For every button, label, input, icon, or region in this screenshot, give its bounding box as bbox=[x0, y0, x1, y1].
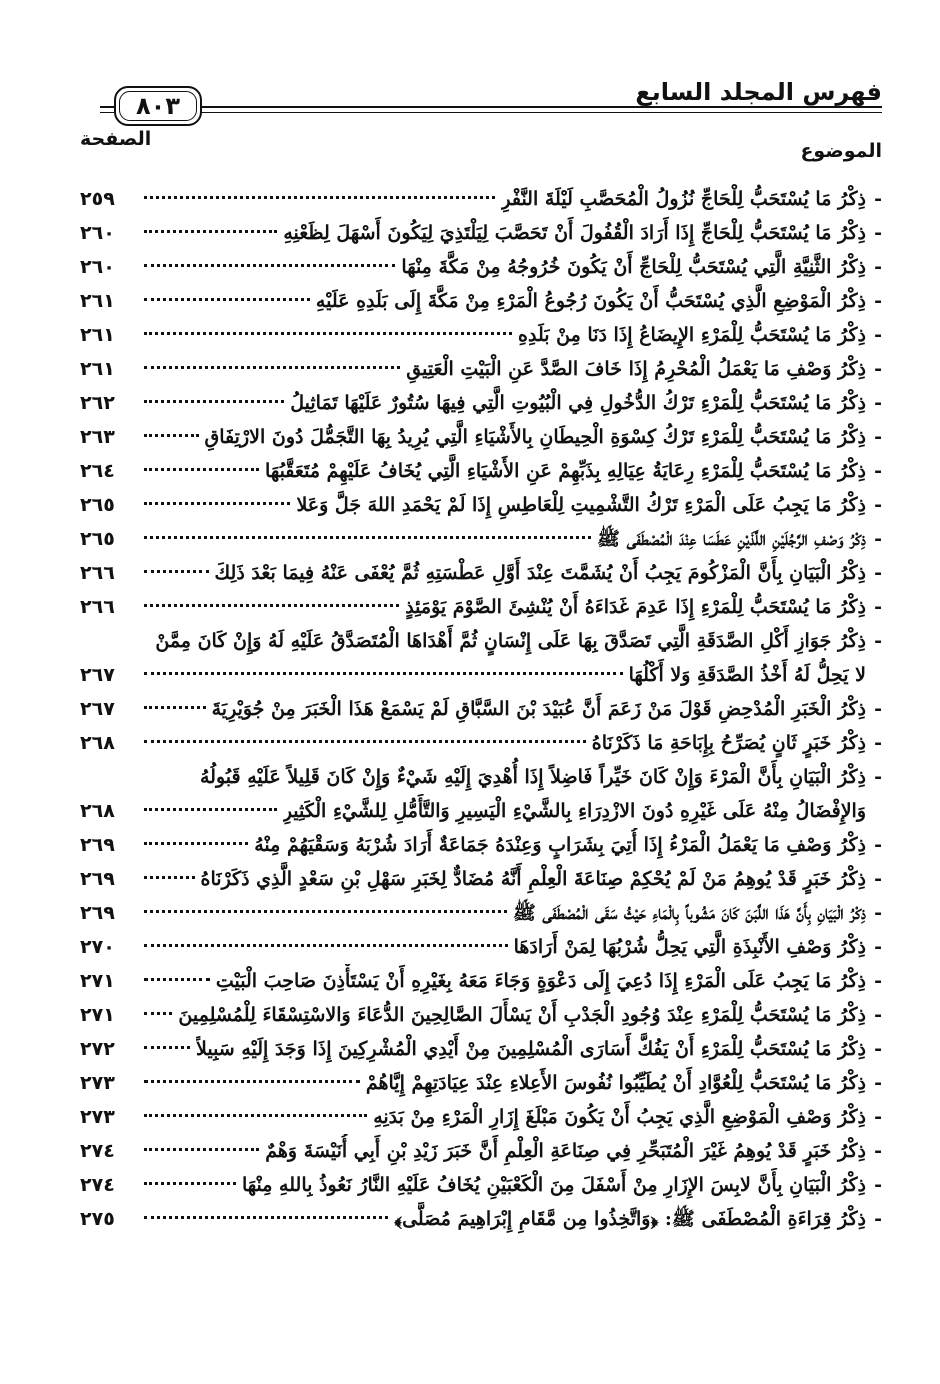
index-entry bbox=[80, 998, 882, 1032]
entry-row bbox=[80, 556, 882, 590]
dot-leader bbox=[144, 978, 210, 981]
dot-leader bbox=[144, 1080, 360, 1083]
entry-page-number: ٢٧١ bbox=[80, 970, 115, 992]
entry-page-number: ٢٦٩ bbox=[80, 902, 115, 924]
entry-row bbox=[80, 930, 882, 964]
dot-leader bbox=[144, 876, 195, 879]
entry-text: - ذِكْرُ مَا يُسْتَحَبُّ لِلْمَرْءِ تَرْكُ الدُّخُولِ فِي الْبُيُوتِ الَّتِي فِيهَا سُتُورٌ عَلَيْهَا تَمَاثِيلُ bbox=[290, 392, 866, 414]
index-entry bbox=[80, 624, 882, 692]
running-title: فهرس المجلد السابع bbox=[635, 78, 882, 106]
index-entry bbox=[80, 1168, 882, 1202]
dot-leader bbox=[144, 230, 277, 233]
entry-text: - ذِكْرُ مَا يُسْتَحَبُّ لِلْمَرْءِ أَنْ يَفُكَّ أَسَارَى الْمُسْلِمِينَ مِنْ أَيْدِي الْمُشْرِكِينَ إِذَا وَجَدَ إِلَيْهِ سَبِيلاً bbox=[196, 1038, 866, 1060]
entry-text: - ذِكْرُ الْبَيَانِ بِأَنَّ لابِسَ الإِزَارِ مِنْ أَسْفَلَ مِنَ الْكَعْبَيْنِ يُخَافُ عَلَيْهِ النَّارُ نَعُوذُ بِاللهِ مِنْهَا bbox=[241, 1174, 866, 1196]
entry-page-number: ٢٦٧ bbox=[80, 698, 115, 720]
entry-page-number: ٢٦٣ bbox=[80, 426, 115, 448]
dot-leader bbox=[144, 842, 248, 845]
index-entries bbox=[80, 182, 882, 1236]
entry-text: - ذِكْرُ الْخَبَرِ الْمُدْحِضِ قَوْلَ مَنْ زَعَمَ أَنَّ عُبَيْدَ بْنَ السَّبَّاقِ لَمْ يَسْمَعْ هَذَا الْخَبَرَ مِنْ جُوَيْرِيَةَ bbox=[211, 698, 866, 720]
index-entry bbox=[80, 352, 882, 386]
dot-leader bbox=[144, 672, 623, 675]
entry-page-number: ٢٦٨ bbox=[80, 732, 115, 754]
entry-text: - ذِكْرُ الْمَوْضِعِ الَّذِي يُسْتَحَبُّ أَنْ يَكُونَ رُجُوعُ الْمَرْءِ مِنْ مَكَّةَ إِلَى بَلَدِهِ عَلَيْهِ bbox=[315, 290, 866, 312]
entry-page-number: ٢٧٣ bbox=[80, 1072, 115, 1094]
entry-text: - ذِكْرُ الْبَيَانِ بِأَنَّ الْمَزْكُومَ يَجِبُ أَنْ يُشَمَّتَ عِنْدَ أَوَّلِ عَطْسَتِهِ ثُمَّ يُعْفَى عَنْهُ فِيمَا بَعْدَ ذَلِكَ bbox=[214, 562, 866, 584]
entry-text: - ذِكْرُ مَا يَجِبُ عَلَى الْمَرْءِ إِذَا دُعِيَ إِلَى دَعْوَةٍ وَجَاءَ مَعَهُ بِغَيْرِهِ أَنْ يَسْتَأْذِنَ صَاحِبَ الْبَيْتِ bbox=[215, 970, 866, 992]
entry-text: لا يَحِلُّ لَهُ أَخْذُ الصَّدَقَةِ وَلا أَكْلُهَا bbox=[628, 664, 866, 686]
dot-leader bbox=[144, 1148, 259, 1151]
entry-row bbox=[80, 998, 882, 1032]
page-number: ٨٠٣ bbox=[114, 86, 202, 126]
index-entry bbox=[80, 284, 882, 318]
entry-row bbox=[80, 590, 882, 624]
entry-text: - ذِكْرُ وَصْفِ الأَنْبِذَةِ الَّتِي يَحِلُّ شُرْبُهَا لِمَنْ أَرَادَهَا bbox=[513, 936, 866, 958]
dot-leader bbox=[144, 1114, 367, 1117]
index-entry bbox=[80, 1100, 882, 1134]
entry-text: - ذِكْرُ مَا يُسْتَحَبُّ لِلْمَرْءِ إِذَا عَدِمَ غَدَاءَهُ أَنْ يُنْشِئَ الصَّوْمَ يَوْمَئِذٍ bbox=[405, 596, 866, 618]
entry-text: وَالإِفْضَالُ مِنْهُ عَلَى غَيْرِهِ دُونَ الازْدِرَاءِ بِالشَّيْءِ الْيَسِيرِ وَالتَّأَمُّلِ لِلشَّيْءِ الْكَثِيرِ bbox=[282, 800, 866, 822]
entry-page-number: ٢٦١ bbox=[80, 290, 115, 312]
entry-page-number: ٢٧٤ bbox=[80, 1174, 115, 1196]
dot-leader bbox=[144, 944, 508, 947]
index-entry bbox=[80, 522, 882, 556]
dot-leader bbox=[144, 570, 209, 573]
dot-leader bbox=[144, 706, 206, 709]
index-entry bbox=[80, 1032, 882, 1066]
entry-text: - ذِكْرُ مَا يَجِبُ عَلَى الْمَرْءِ تَرْكُ التَّشْمِيتِ لِلْعَاطِسِ إِذَا لَمْ يَحْمَدِ اللهَ جَلَّ وَعَلا bbox=[296, 494, 866, 516]
entry-page-number: ٢٧١ bbox=[80, 1004, 115, 1026]
entry-page-number: ٢٧٣ bbox=[80, 1106, 115, 1128]
topic-column-heading: الموضوع bbox=[800, 140, 882, 162]
entry-page-number: ٢٦١ bbox=[80, 358, 115, 380]
entry-page-number: ٢٦٠ bbox=[80, 222, 115, 244]
dot-leader bbox=[144, 332, 512, 335]
index-entry bbox=[80, 930, 882, 964]
entry-text: - ذِكْرُ مَا يُسْتَحَبُّ لِلْعُوَّادِ أَنْ يُطَيِّبُوا نُفُوسَ الأَعِلاءِ عِنْدَ عِيَادَتِهِمْ إِيَّاهُمْ bbox=[365, 1072, 866, 1094]
index-entry bbox=[80, 386, 882, 420]
entry-page-number: ٢٦٧ bbox=[80, 664, 115, 686]
dot-leader bbox=[144, 1046, 190, 1049]
dot-leader bbox=[144, 196, 495, 199]
entry-page-number: ٢٦٠ bbox=[80, 256, 115, 278]
entry-row bbox=[80, 1032, 882, 1066]
dot-leader bbox=[144, 740, 586, 743]
dot-leader bbox=[144, 604, 399, 607]
entry-row bbox=[80, 726, 882, 760]
entry-row bbox=[80, 454, 882, 488]
dot-leader bbox=[144, 808, 277, 811]
index-entry bbox=[80, 964, 882, 998]
entry-row bbox=[80, 250, 882, 284]
dot-leader bbox=[144, 434, 199, 437]
entry-row bbox=[80, 1100, 882, 1134]
index-entry bbox=[80, 182, 882, 216]
entry-page-number: ٢٦٩ bbox=[80, 868, 115, 890]
entry-page-number: ٢٦٦ bbox=[80, 596, 115, 618]
index-entry bbox=[80, 250, 882, 284]
entry-text: - ذِكْرُ وَصْفِ مَا يَعْمَلُ الْمَرْءُ إِذَا أُتِيَ بِشَرَابٍ وَعِنْدَهُ جَمَاعَةٌ أَرَادَ شُرْبَهُ وَسَقْيَهُمْ مِنْهُ bbox=[254, 834, 866, 856]
entry-text-line: - ذِكْرُ الْبَيَانِ بِأَنَّ الْمَرْءَ وَإِنْ كَانَ خَيِّراً فَاضِلاً إِذَا أُهْدِيَ إِلَيْهِ شَيْءٌ وَإِنْ كَانَ قَلِيلاً عَلَيْهِ قَبُولُهُ bbox=[199, 766, 866, 788]
entry-text: - ذِكْرُ الثَّنِيَّةِ الَّتِي يُسْتَحَبُّ لِلْحَاجِّ أَنْ يَكُونَ خُرُوجُهُ مِنْ مَكَّةَ مِنْهَا bbox=[401, 256, 866, 278]
entry-page-number: ٢٦٥ bbox=[80, 528, 115, 550]
index-entry bbox=[80, 692, 882, 726]
entry-page-number: ٢٧٥ bbox=[80, 1208, 115, 1230]
entry-row bbox=[80, 488, 882, 522]
dot-leader bbox=[144, 1216, 388, 1219]
entry-row bbox=[80, 794, 882, 828]
index-entry bbox=[80, 760, 882, 828]
index-entry bbox=[80, 1066, 882, 1100]
entry-page-number: ٢٦٨ bbox=[80, 800, 115, 822]
entry-row bbox=[80, 692, 882, 726]
index-entry bbox=[80, 726, 882, 760]
entry-page-number: ٢٦٦ bbox=[80, 562, 115, 584]
entry-text: - ذِكْرُ وَصْفِ مَا يَعْمَلُ الْمُحْرِمُ إِذَا خَافَ الصَّدَّ عَنِ الْبَيْتِ الْعَتِيقِ bbox=[406, 358, 866, 380]
column-headings bbox=[80, 128, 882, 182]
entry-row bbox=[80, 1066, 882, 1100]
index-entry bbox=[80, 420, 882, 454]
entry-row bbox=[80, 318, 882, 352]
entry-row bbox=[80, 1134, 882, 1168]
dot-leader bbox=[144, 400, 284, 403]
index-entry bbox=[80, 590, 882, 624]
page-header bbox=[80, 78, 882, 140]
index-entry bbox=[80, 318, 882, 352]
entry-row bbox=[80, 284, 882, 318]
dot-leader bbox=[144, 502, 290, 505]
entry-page-number: ٢٦٤ bbox=[80, 460, 115, 482]
entry-page-number: ٢٦٥ bbox=[80, 494, 115, 516]
index-entry bbox=[80, 1202, 882, 1236]
index-entry bbox=[80, 896, 882, 930]
entry-text: - ذِكْرُ مَا يُسْتَحَبُّ لِلْمَرْءِ تَرْكُ كِسْوَةِ الْحِيطَانِ بِالأَشْيَاءِ الَّتِي يُرِيدُ بِهَا التَّجَمُّلَ دُونَ الارْتِفَاقِ bbox=[204, 426, 866, 448]
dot-leader bbox=[144, 1012, 172, 1015]
page-column-heading: الصفحة bbox=[80, 128, 152, 150]
entry-row bbox=[80, 522, 882, 556]
entry-page-number: ٢٥٩ bbox=[80, 188, 115, 210]
index-entry bbox=[80, 454, 882, 488]
entry-row bbox=[80, 828, 882, 862]
dot-leader bbox=[144, 298, 310, 301]
entry-text-line: - ذِكْرُ جَوَازِ أَكْلِ الصَّدَقَةِ الَّتِي تَصَدَّقَ بِهَا عَلَى إِنْسَانٍ ثُمَّ أَهْدَاهَا الْمُتَصَدَّقُ عَلَيْهِ لَهُ وَإِنْ كَانَ مِمَّنْ bbox=[155, 630, 866, 652]
index-entry bbox=[80, 488, 882, 522]
entry-page-number: ٢٦١ bbox=[80, 324, 115, 346]
entry-row bbox=[80, 862, 882, 896]
entry-row bbox=[80, 1168, 882, 1202]
entry-text: - ذِكْرُ مَا يُسْتَحَبُّ لِلْمَرْءِ الإِيضَاعُ إِذَا دَنَا مِنْ بَلَدِهِ bbox=[518, 324, 866, 346]
entry-text: - ذِكْرُ مَا يُسْتَحَبُّ لِلْمَرْءِ رِعَايَةُ عِيَالِهِ بِذَبِّهِمْ عَنِ الأَشْيَاءِ الَّتِي يُخَافُ عَلَيْهِمْ مُتَعَقَّبُهَا bbox=[265, 460, 866, 482]
entry-page-number: ٢٦٩ bbox=[80, 834, 115, 856]
entry-text: - ذِكْرُ وَصْفِ الْمَوْضِعِ الَّذِي يَجِبُ أَنْ يَكُونَ مَبْلَغَ إِزَارِ الْمَرْءِ مِنْ بَدَنِهِ bbox=[373, 1106, 866, 1128]
entry-row bbox=[80, 964, 882, 998]
entry-page-number: ٢٦٢ bbox=[80, 392, 115, 414]
entry-page-number: ٢٧٢ bbox=[80, 1038, 115, 1060]
entry-row bbox=[80, 216, 882, 250]
dot-leader bbox=[144, 264, 395, 267]
entry-row bbox=[80, 386, 882, 420]
index-entry bbox=[80, 828, 882, 862]
header-rule bbox=[190, 106, 882, 113]
index-entry bbox=[80, 1134, 882, 1168]
entry-row bbox=[80, 1202, 882, 1236]
entry-row bbox=[80, 896, 882, 930]
entry-page-number: ٢٧٠ bbox=[80, 936, 115, 958]
entry-page-number: ٢٧٤ bbox=[80, 1140, 115, 1162]
entry-text: - ذِكْرُ خَبَرٍ قَدْ يُوهِمُ مَنْ لَمْ يُحْكِمْ صِنَاعَةَ الْعِلْمِ أَنَّهُ مُضَادٌّ لِخَبَرِ سَهْلِ بْنِ سَعْدٍ الَّذِي ذَكَرْنَاهُ bbox=[200, 868, 866, 890]
dot-leader bbox=[144, 910, 507, 913]
entry-text: - ذِكْرُ مَا يُسْتَحَبُّ لِلْحَاجِّ إِذَا أَرَادَ الْقُفُولَ أَنْ تَحَصَّبَ لِيَلْتَذِيَ لِيَكُونَ أَسْهَلَ لِظَعْنِهِ bbox=[283, 222, 866, 244]
index-entry bbox=[80, 862, 882, 896]
dot-leader bbox=[144, 536, 591, 539]
entry-text: - ذِكْرُ خَبَرٍ قَدْ يُوهِمُ غَيْرَ الْمُتَبَحِّرِ فِي صِنَاعَةِ الْعِلْمِ أَنَّ خَبَرَ زَيْدِ بْنِ أَبِي أُنَيْسَةَ وَهْمٌ bbox=[265, 1140, 866, 1162]
entry-row bbox=[80, 658, 882, 692]
entry-text: - ذِكْرُ خَبَرٍ ثَانٍ يُصَرِّحُ بِإِبَاحَةِ مَا ذَكَرْنَاهُ bbox=[591, 732, 866, 754]
entry-row bbox=[80, 420, 882, 454]
entry-text: - ذِكْرُ وَصْفِ الرَّجُلَيْنِ اللَّذَيْنِ عَطَسَا عِنْدَ الْمُصْطَفَى ﷺ bbox=[597, 528, 866, 550]
entry-row bbox=[80, 352, 882, 386]
dot-leader bbox=[144, 366, 400, 369]
entry-row bbox=[80, 182, 882, 216]
entry-text: - ذِكْرُ مَا يُسْتَحَبُّ لِلْمَرْءِ عِنْدَ وُجُودِ الْجَدْبِ أَنْ يَسْأَلَ الصَّالِحِينَ الدُّعَاءَ وَالاسْتِسْقَاءَ لِلْمُسْلِمِينَ bbox=[178, 1004, 866, 1026]
entry-text: - ذِكْرُ الْبَيَانِ بِأَنَّ هَذَا اللَّبَنَ كَانَ مَشُوباً بِالْمَاءِ حَيْثُ سَقَى الْمُصْطَفَى ﷺ bbox=[512, 902, 866, 924]
index-entry bbox=[80, 556, 882, 590]
entry-text: - ذِكْرُ قِرَاءَةِ الْمُصْطَفَى ﷺ: ﴿وَاتَّخِذُوا مِن مَّقَامِ إِبْرَاهِيمَ مُصَلًّى﴾ bbox=[394, 1208, 866, 1230]
dot-leader bbox=[144, 468, 259, 471]
dot-leader bbox=[144, 1182, 236, 1185]
entry-text: - ذِكْرُ مَا يُسْتَحَبُّ لِلْحَاجِّ نُزُولُ الْمُحَصَّبِ لَيْلَةَ النَّفْرِ bbox=[501, 188, 866, 210]
index-entry bbox=[80, 216, 882, 250]
